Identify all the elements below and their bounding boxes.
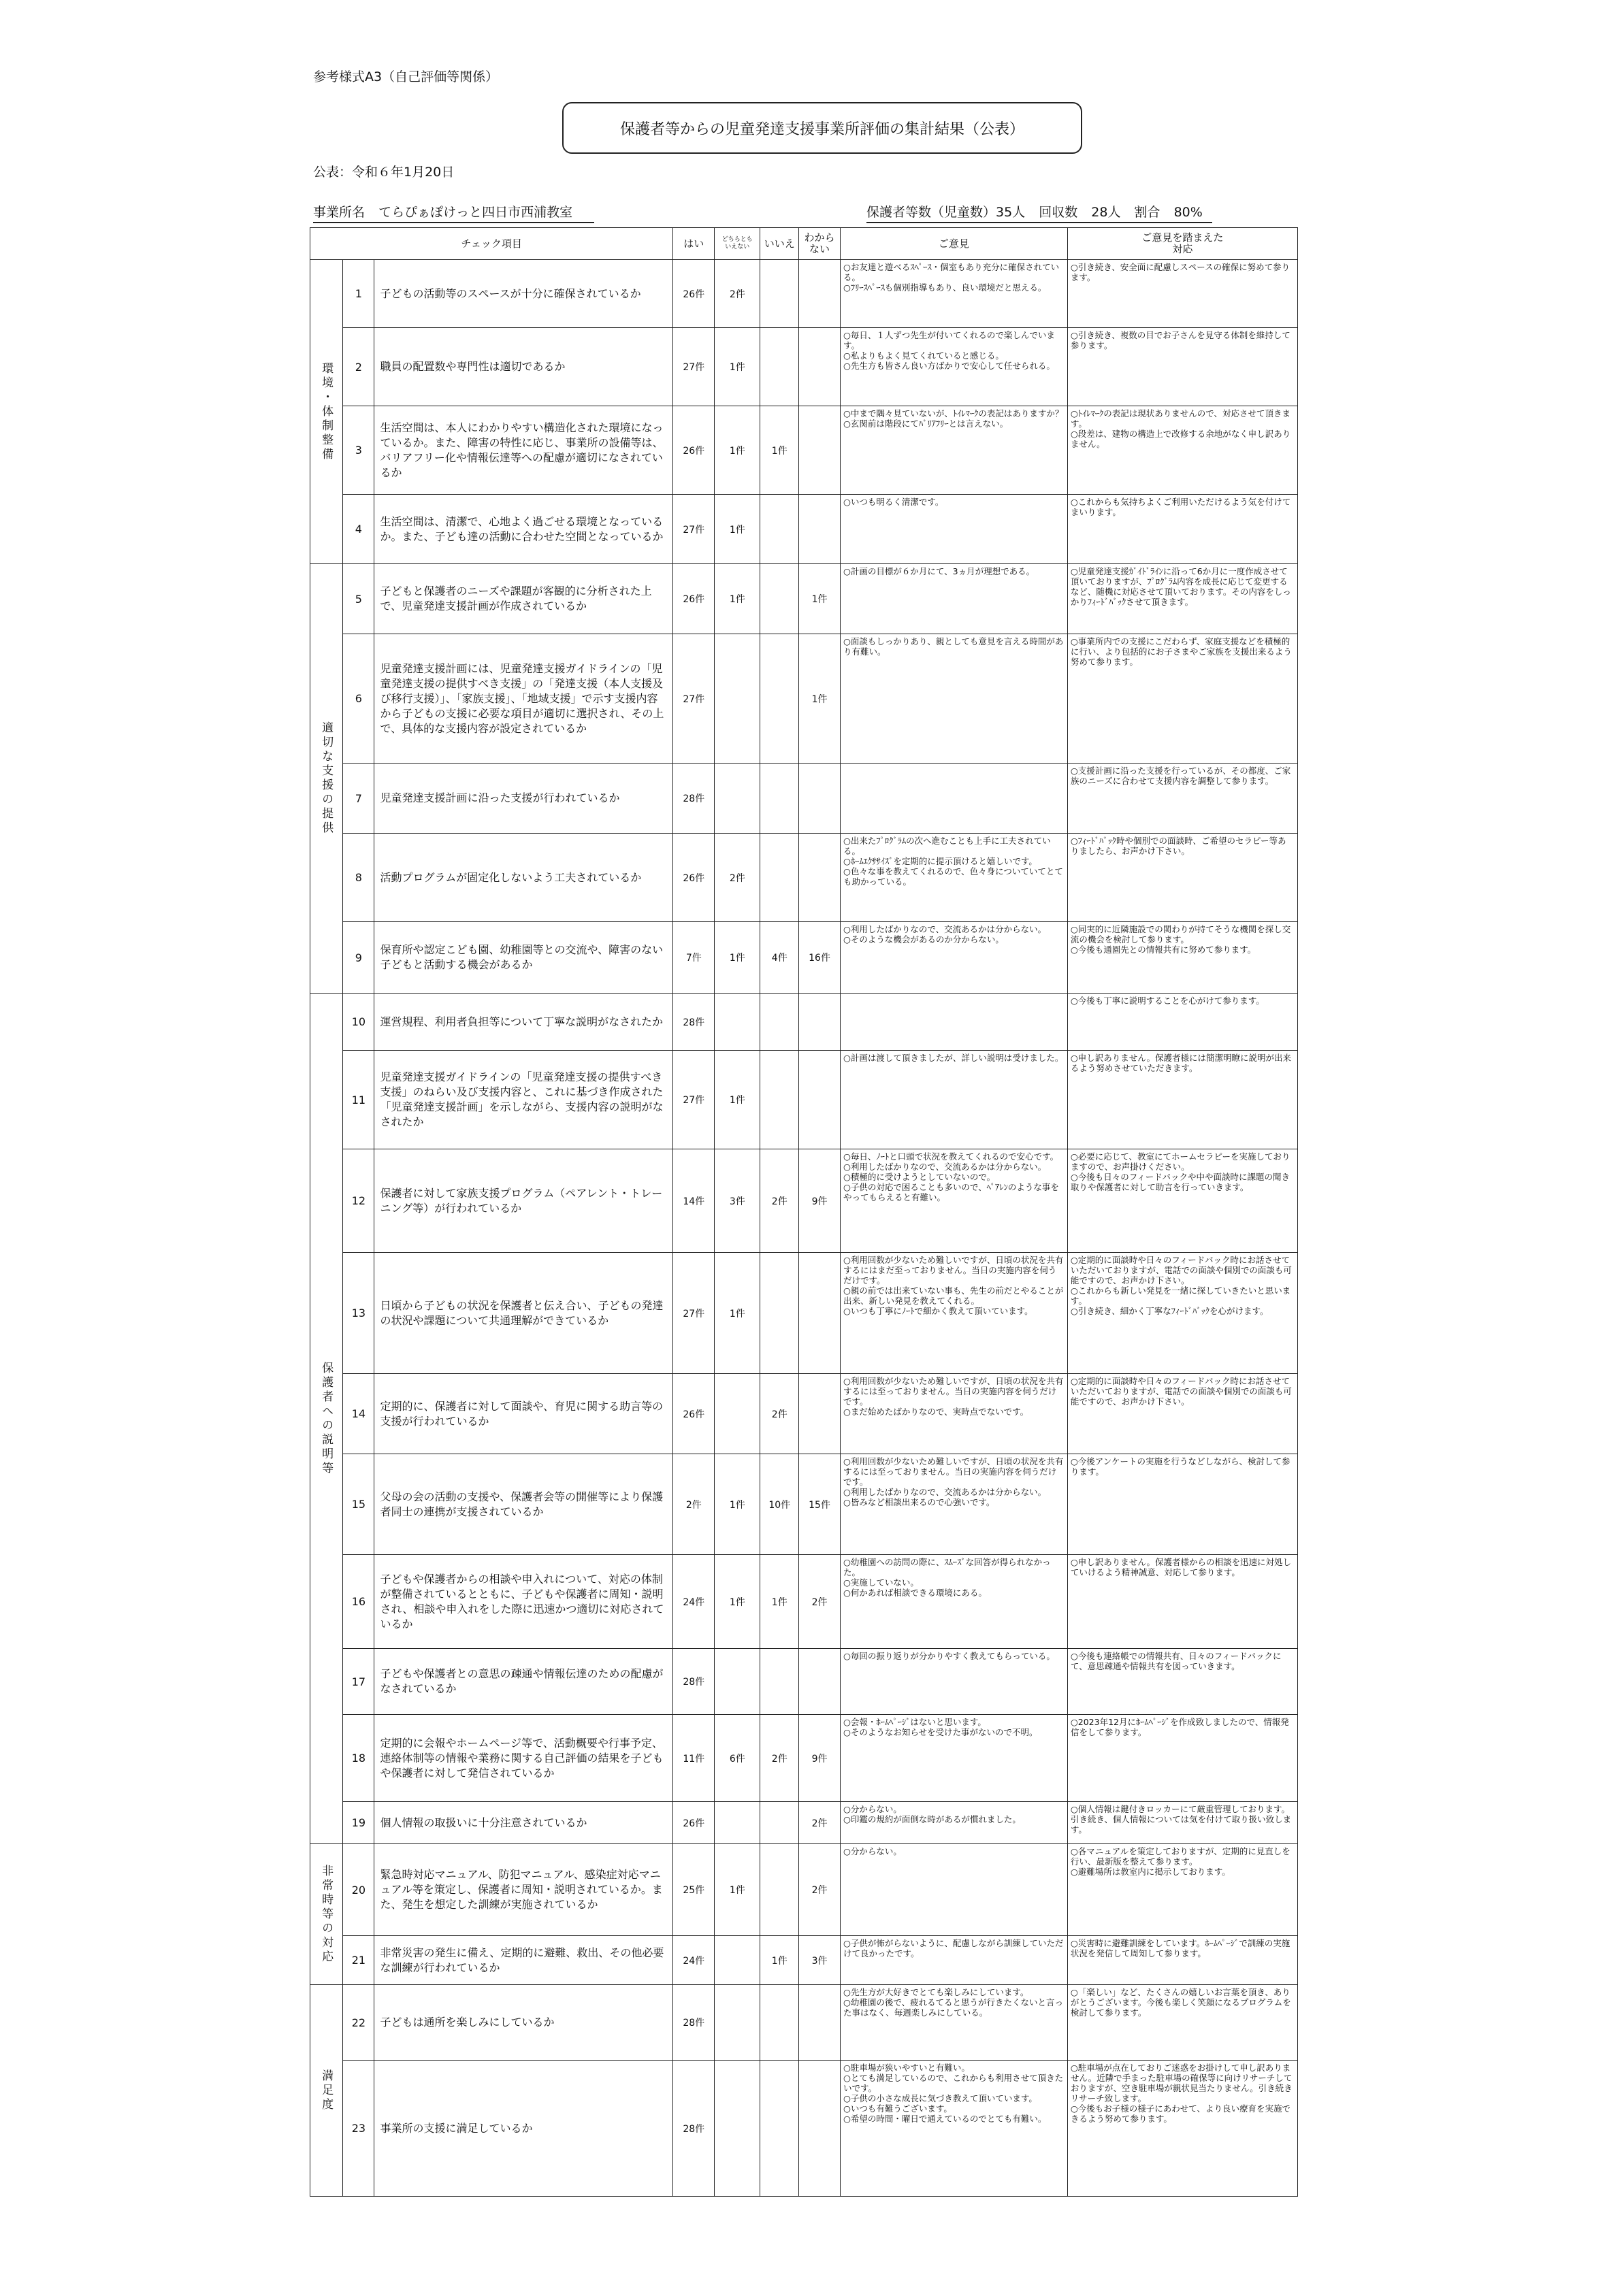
- document-title: 保護者等からの児童発達支援事業所評価の集計結果（公表）: [562, 102, 1082, 154]
- table-body: [310, 260, 1298, 2197]
- check-item: 非常災害の発生に備え、定期的に避難、救出、その他必要な訓練が行われているか: [374, 1936, 673, 1985]
- count-unknown: [799, 834, 841, 922]
- count-unknown: 9件: [799, 1715, 841, 1802]
- count-yes: 28件: [673, 2061, 715, 2197]
- count-no: [760, 994, 799, 1051]
- col-header-neither: [715, 228, 760, 260]
- office-name-line: [313, 202, 594, 223]
- count-neither: [715, 1802, 760, 1844]
- opinion-cell: ○毎回の振り返りが分かりやすく教えてもらっている。: [840, 1649, 1067, 1715]
- col-header-response: [1067, 228, 1297, 260]
- col-header-unknown: [799, 228, 841, 260]
- count-neither: [715, 764, 760, 834]
- count-yes: 24件: [673, 1936, 715, 1985]
- count-yes: 2件: [673, 1454, 715, 1555]
- section-label: 満足度: [310, 1985, 343, 2197]
- item-number: 16: [343, 1555, 374, 1649]
- count-no: [760, 634, 799, 764]
- count-unknown: 3件: [799, 1936, 841, 1985]
- response-cell: ○個人情報は鍵付きロッカーにて厳重管理しております。引き続き、個人情報については気を付けて取り扱い致します。: [1067, 1802, 1297, 1844]
- count-yes: 27件: [673, 634, 715, 764]
- count-no: [760, 2061, 799, 2197]
- response-cell: ○ﾄｲﾚﾏｰｸの表記は現状ありませんので、対応させて頂きます。 ○段差は、建物の構造上で改修する余地がなく申し訳ありません。: [1067, 406, 1297, 495]
- response-cell: ○今後も丁寧に説明することを心がけて参ります。: [1067, 994, 1297, 1051]
- check-item: 父母の会の活動の支援や、保護者会等の開催等により保護者同士の連携が支援されているか: [374, 1454, 673, 1555]
- table-row: [310, 1844, 1298, 1936]
- item-number: 18: [343, 1715, 374, 1802]
- count-unknown: 2件: [799, 1802, 841, 1844]
- item-number: 17: [343, 1649, 374, 1715]
- response-cell: ○今後も連絡帳での情報共有、日々のフィードバックにて、意思疎通や情報共有を図っていきます。: [1067, 1649, 1297, 1715]
- table-row: [310, 922, 1298, 994]
- check-item: 生活空間は、本人にわかりやすい構造化された環境になっているか。また、障害の特性に応じ、事業所の設備等は、バリアフリー化や情報伝達等への配慮が適切になされているか: [374, 406, 673, 495]
- table-row: [310, 1051, 1298, 1149]
- response-cell: ○申し訳ありません。保護者様からの相談を迅速に対処していけるよう精神誠意、対応して参ります。: [1067, 1555, 1297, 1649]
- opinion-cell: ○利用回数が少ないため難しいですが、日頃の状況を共有するにはまだ至っておりません。当日の実施内容を伺うだけです。 ○親の前では出来ていない事も、先生の前だとやることが出来、新しい発見を教えてくれる。 ○いつも丁寧にﾉｰﾄで細かく教えて頂いています。: [840, 1253, 1067, 1374]
- count-no: [760, 495, 799, 564]
- ratio-value: 80%: [1173, 205, 1203, 220]
- count-unknown: [799, 260, 841, 328]
- count-unknown: [799, 1253, 841, 1374]
- count-neither: 2件: [715, 834, 760, 922]
- response-cell: ○同実的に近隣施設での関わりが持てそうな機関を探し交流の機会を検討して参ります。 ○今後も通園先との情報共有に努めて参ります。: [1067, 922, 1297, 994]
- count-neither: 1件: [715, 1253, 760, 1374]
- count-unknown: 1件: [799, 564, 841, 634]
- count-yes: 11件: [673, 1715, 715, 1802]
- count-yes: 27件: [673, 495, 715, 564]
- count-yes: 27件: [673, 1253, 715, 1374]
- opinion-cell: ○利用回数が少ないため難しいですが、日頃の状況を共有するには至っておりません。当日の実施内容を伺うだけです。 ○利用したばかりなので、交流あるかは分からない。 ○皆みなど相談出来るので心強いです。: [840, 1454, 1067, 1555]
- opinion-cell: [840, 994, 1067, 1051]
- table-row: [310, 1374, 1298, 1454]
- opinion-cell: ○中まで隅々見ていないが、ﾄｲﾚﾏｰｸの表記はありますか？ ○玄関前は階段にてﾊﾞﾘｱﾌﾘｰとは言えない。: [840, 406, 1067, 495]
- count-yes: 26件: [673, 406, 715, 495]
- count-unknown: [799, 2061, 841, 2197]
- form-reference: 参考様式A3（自己評価等関係）: [313, 69, 499, 84]
- count-neither: 1件: [715, 922, 760, 994]
- count-neither: [715, 1985, 760, 2061]
- opinion-cell: ○毎日、ﾉｰﾄと口頭で状況を教えてくれるので安心です。 ○利用したばかりなので、交流あるかは分からない。 ○積極的に受けようとしていないので。 ○子供の対応で困ることも多いので、ﾍﾟｱﾚﾝのような事をやってもらえると有難い。: [840, 1149, 1067, 1253]
- count-no: [760, 1802, 799, 1844]
- check-item: 児童発達支援ガイドラインの「児童発達支援の提供すべき支援」のねらい及び支援内容と、これに基づき作成された「児童発達支援計画」を示しながら、支援内容の説明がなされたか: [374, 1051, 673, 1149]
- count-neither: 2件: [715, 260, 760, 328]
- count-unknown: 16件: [799, 922, 841, 994]
- count-unknown: [799, 1649, 841, 1715]
- count-unknown: 1件: [799, 634, 841, 764]
- count-no: [760, 1844, 799, 1936]
- count-unknown: [799, 1985, 841, 2061]
- check-item: 児童発達支援計画に沿った支援が行われているか: [374, 764, 673, 834]
- count-no: [760, 564, 799, 634]
- response-cell: ○2023年12月にﾎｰﾑﾍﾟｰｼﾞを作成致しましたので、情報発信をして参ります。: [1067, 1715, 1297, 1802]
- check-item: 子どもや保護者からの相談や申入れについて、対応の体制が整備されているとともに、子どもや保護者に周知・説明され、相談や申入れをした際に迅速かつ適切に対応されているか: [374, 1555, 673, 1649]
- evaluation-table: [310, 227, 1298, 2197]
- col-header-item: チェック項目: [310, 228, 673, 260]
- hdr-neither-text: どちらとも いえない: [721, 236, 753, 250]
- table-row: [310, 764, 1298, 834]
- item-number: 14: [343, 1374, 374, 1454]
- publication-date: 公表：令和６年1月20日: [313, 165, 455, 180]
- table-row: [310, 994, 1298, 1051]
- check-item: 子どもの活動等のスペースが十分に確保されているか: [374, 260, 673, 328]
- count-no: [760, 1051, 799, 1149]
- response-cell: ○各マニュアルを策定しておりますが、定期的に見直しを行い、最新版を整えて参ります。 ○避難場所は教室内に掲示しております。: [1067, 1844, 1297, 1936]
- check-item: 定期的に、保護者に対して面談や、育児に関する助言等の支援が行われているか: [374, 1374, 673, 1454]
- count-no: [760, 1253, 799, 1374]
- opinion-cell: ○計画は渡して頂きましたが、詳しい説明は受けました。: [840, 1051, 1067, 1149]
- table-row: [310, 1649, 1298, 1715]
- opinion-cell: ○利用回数が少ないため難しいですが、日頃の状況を共有するには至っておりません。当日の実施内容を伺うだけです。 ○まだ始めたばかりなので、実時点でないです。: [840, 1374, 1067, 1454]
- office-label: 事業所名: [313, 205, 366, 220]
- table-row: [310, 1802, 1298, 1844]
- response-cell: ○駐車場が点在しておりご迷惑をお掛けして申し訳ありません。近隣で手まった駐車場の確保等に向けリサーチしておりますが、空き駐車場が親状見当たりません。引き続きリサーチ致します。 ○今後もお子様の様子にあわせて、より良い療育を実施できるよう努めて参ります。: [1067, 2061, 1297, 2197]
- count-yes: 24件: [673, 1555, 715, 1649]
- count-yes: 28件: [673, 1985, 715, 2061]
- table-row: [310, 834, 1298, 922]
- count-no: [760, 328, 799, 406]
- table-row: [310, 1253, 1298, 1374]
- count-neither: [715, 2061, 760, 2197]
- count-yes: 26件: [673, 1374, 715, 1454]
- table-row: [310, 1149, 1298, 1253]
- check-item: 職員の配置数や専門性は適切であるか: [374, 328, 673, 406]
- opinion-cell: ○会報・ﾎｰﾑﾍﾟｰｼﾞはないと思います。 ○そのようなお知らせを受けた事がないので不明。: [840, 1715, 1067, 1802]
- opinion-cell: ○子供が怖がらないように、配慮しながら訓練していただけて良かったです。: [840, 1936, 1067, 1985]
- item-number: 2: [343, 328, 374, 406]
- count-neither: 1件: [715, 1844, 760, 1936]
- check-item: 活動プログラムが固定化しないよう工夫されているか: [374, 834, 673, 922]
- opinion-cell: ○分からない。 ○印鑑の規約が面倒な時があるが慣れました。: [840, 1802, 1067, 1844]
- opinion-cell: ○出来たﾌﾟﾛｸﾞﾗﾑの次へ進むことも上手に工夫されている。 ○ﾎｰﾑｴｸｻｻｲｽﾞを定期的に提示頂けると嬉しいです。 ○色々な事を教えてくれるので、色々身についていてとても助かっている。: [840, 834, 1067, 922]
- count-unknown: [799, 495, 841, 564]
- returned-count: 28人: [1091, 205, 1121, 220]
- response-cell: ○災害時に避難訓練をしています。ﾎｰﾑﾍﾟｰｼﾞで訓練の実施状況を発信して周知して参ります。: [1067, 1936, 1297, 1985]
- item-number: 15: [343, 1454, 374, 1555]
- item-number: 19: [343, 1802, 374, 1844]
- count-no: 2件: [760, 1374, 799, 1454]
- response-cell: ○定期的に面談時や日々のフィードバック時にお話させていただいておりますが、電話での面談や個別での面談も可能ですので、お声かけ下さい。 ○これからも新しい発見を一緒に探していきたいと思います。 ○引き続き、細かく丁寧なﾌｨｰﾄﾞﾊﾞｯｸを心がけます。: [1067, 1253, 1297, 1374]
- table-row: [310, 495, 1298, 564]
- opinion-cell: ○利用したばかりなので、交流あるかは分からない。 ○そのような機会があるのか分からない。: [840, 922, 1067, 994]
- table-row: [310, 1715, 1298, 1802]
- count-yes: 27件: [673, 328, 715, 406]
- item-number: 4: [343, 495, 374, 564]
- count-no: 2件: [760, 1715, 799, 1802]
- section-label: 非常時等の対応: [310, 1844, 343, 1985]
- count-no: 1件: [760, 1936, 799, 1985]
- item-number: 23: [343, 2061, 374, 2197]
- count-yes: 7件: [673, 922, 715, 994]
- count-yes: 26件: [673, 260, 715, 328]
- table-row: [310, 328, 1298, 406]
- count-yes: 14件: [673, 1149, 715, 1253]
- count-neither: 1件: [715, 495, 760, 564]
- table-row: [310, 1936, 1298, 1985]
- item-number: 10: [343, 994, 374, 1051]
- response-cell: ○定期的に面談時や日々のフィードバック時にお話させていただいておりますが、電話での面談や個別での面談も可能ですので、お声かけ下さい。: [1067, 1374, 1297, 1454]
- check-item: 事業所の支援に満足しているか: [374, 2061, 673, 2197]
- count-no: 1件: [760, 1555, 799, 1649]
- count-unknown: [799, 764, 841, 834]
- response-cell: ○これからも気持ちよくご利用いただけるよう気を付けてまいります。: [1067, 495, 1297, 564]
- response-cell: ○支援計画に沿った支援を行っているが、その都度、ご家族のニーズに合わせて支援内容を調整して参ります。: [1067, 764, 1297, 834]
- hdr-unknown-text: わから ない: [804, 231, 835, 255]
- item-number: 20: [343, 1844, 374, 1936]
- count-yes: 28件: [673, 1649, 715, 1715]
- office-name: てらぴぁぽけっと四日市西浦教室: [378, 205, 573, 220]
- count-no: [760, 764, 799, 834]
- count-unknown: [799, 994, 841, 1051]
- table-row: [310, 1555, 1298, 1649]
- count-no: 1件: [760, 406, 799, 495]
- check-item: 個人情報の取扱いに十分注意されているか: [374, 1802, 673, 1844]
- opinion-cell: ○面談もしっかりあり、親としても意見を言える時間があり有難い。: [840, 634, 1067, 764]
- count-no: 10件: [760, 1454, 799, 1555]
- check-item: 定期的に会報やホームページ等で、活動概要や行事予定、連絡体制等の情報や業務に関する自己評価の結果を子どもや保護者に対して発信されているか: [374, 1715, 673, 1802]
- count-unknown: 9件: [799, 1149, 841, 1253]
- count-yes: 25件: [673, 1844, 715, 1936]
- count-neither: [715, 994, 760, 1051]
- item-number: 7: [343, 764, 374, 834]
- check-item: 子どもや保護者との意思の疎通や情報伝達のための配慮がなされているか: [374, 1649, 673, 1715]
- col-header-opinion: ご意見: [840, 228, 1067, 260]
- check-item: 運営規程、利用者負担等について丁寧な説明がなされたか: [374, 994, 673, 1051]
- item-number: 13: [343, 1253, 374, 1374]
- item-number: 11: [343, 1051, 374, 1149]
- section-label: 適切な支援の提供: [310, 564, 343, 994]
- item-number: 1: [343, 260, 374, 328]
- response-cell: ○今後アンケートの実施を行うなどしながら、検討して参ります。: [1067, 1454, 1297, 1555]
- count-neither: 1件: [715, 406, 760, 495]
- item-number: 9: [343, 922, 374, 994]
- response-cell: ○引き続き、複数の目でお子さんを見守る体制を維持して参ります。: [1067, 328, 1297, 406]
- count-neither: 3件: [715, 1149, 760, 1253]
- count-neither: 1件: [715, 1454, 760, 1555]
- count-no: 4件: [760, 922, 799, 994]
- opinion-cell: ○いつも明るく清潔です。: [840, 495, 1067, 564]
- section-label: 保護者への説明等: [310, 994, 343, 1844]
- count-yes: 27件: [673, 1051, 715, 1149]
- count-yes: 26件: [673, 834, 715, 922]
- table-header-row: [310, 228, 1298, 260]
- response-cell: ○ﾌｨｰﾄﾞﾊﾞｯｸ時や個別での面談時、ご希望のセラピー等ありましたら、お声かけ下さい。: [1067, 834, 1297, 922]
- count-no: [760, 1985, 799, 2061]
- count-yes: 28件: [673, 764, 715, 834]
- item-number: 8: [343, 834, 374, 922]
- section-label: 環境・体制整備: [310, 260, 343, 564]
- guardian-count: 保護者等数（児童数）35人: [866, 205, 1026, 220]
- table-row: [310, 1454, 1298, 1555]
- check-item: 生活空間は、清潔で、心地よく過ごせる環境となっているか。また、子ども達の活動に合わせた空間となっているか: [374, 495, 673, 564]
- count-no: 2件: [760, 1149, 799, 1253]
- count-neither: [715, 1649, 760, 1715]
- check-item: 緊急時対応マニュアル、防犯マニュアル、感染症対応マニュアル等を策定し、保護者に周知・説明されているか。また、発生を想定した訓練が実施されているか: [374, 1844, 673, 1936]
- response-cell: ○申し訳ありません。保護者様には簡潔明瞭に説明が出来るよう努めさせていただきます。: [1067, 1051, 1297, 1149]
- opinion-cell: ○先生方が大好きでとても楽しみにしています。 ○幼稚園の後で、疲れるてると思うが行きたくないと言った事はなく、毎週楽しみにしている。: [840, 1985, 1067, 2061]
- hdr-response-text: ご意見を踏まえた 対応: [1141, 231, 1224, 255]
- item-number: 6: [343, 634, 374, 764]
- count-no: [760, 834, 799, 922]
- count-unknown: 2件: [799, 1555, 841, 1649]
- count-neither: [715, 1936, 760, 1985]
- returned-label: 回収数: [1039, 205, 1078, 220]
- count-neither: [715, 1374, 760, 1454]
- response-cell: ○必要に応じて、教室にてホームセラピーを実施しておりますので、お声掛けください。 ○今後も日々のフィードバックや中や面談時に課題の聞き取りや保護者に対して助言を行っていきます。: [1067, 1149, 1297, 1253]
- item-number: 21: [343, 1936, 374, 1985]
- item-number: 22: [343, 1985, 374, 2061]
- ratio-label: 割合: [1134, 205, 1160, 220]
- check-item: 児童発達支援計画には、児童発達支援ガイドラインの「児童発達支援の提供すべき支援」の「発達支援（本人支援及び移行支援）」、「家族支援」、「地域支援」で示す支援内容から子どもの支援に必要な項目が適切に選択され、その上で、具体的な支援内容が設定されているか: [374, 634, 673, 764]
- opinion-cell: [840, 764, 1067, 834]
- count-unknown: 15件: [799, 1454, 841, 1555]
- check-item: 保育所や認定こども園、幼稚園等との交流や、障害のない子どもと活動する機会があるか: [374, 922, 673, 994]
- opinion-cell: ○幼稚園への訪問の際に、ｽﾑｰｽﾞな回答が得られなかった。 ○実施していない。 ○何かあれば相談できる環境にある。: [840, 1555, 1067, 1649]
- check-item: 日頃から子どもの状況を保護者と伝え合い、子どもの発達の状況や課題について共通理解ができているか: [374, 1253, 673, 1374]
- count-yes: 26件: [673, 564, 715, 634]
- response-cell: ○「楽しい」など、たくさんの嬉しいお言葉を頂き、ありがとうございます。今後も楽しく笑顔になるプログラムを検討して参ります。: [1067, 1985, 1297, 2061]
- count-unknown: [799, 328, 841, 406]
- table-row: [310, 1985, 1298, 2061]
- table-row: [310, 634, 1298, 764]
- col-header-no: いいえ: [760, 228, 799, 260]
- item-number: 12: [343, 1149, 374, 1253]
- count-neither: 1件: [715, 564, 760, 634]
- item-number: 3: [343, 406, 374, 495]
- count-unknown: 2件: [799, 1844, 841, 1936]
- check-item: 子どもは通所を楽しみにしているか: [374, 1985, 673, 2061]
- survey-stats-line: [866, 202, 1212, 223]
- col-header-yes: はい: [673, 228, 715, 260]
- opinion-cell: ○毎日、１人ずつ先生が付いてくれるので楽しんでいます。 ○私よりもよく見てくれていると感じる。 ○先生方も皆さん良い方ばかりで安心して任せられる。: [840, 328, 1067, 406]
- opinion-cell: ○駐車場が狭いやすいと有難い。 ○とても満足しているので、これからも利用させて頂きたいです。 ○子供の小さな成長に気づき教えて頂いています。 ○いつも有難うございます。 ○希望の時間・曜日で通えているのでとても有難い。: [840, 2061, 1067, 2197]
- count-neither: 6件: [715, 1715, 760, 1802]
- count-neither: 1件: [715, 1051, 760, 1149]
- count-no: [760, 260, 799, 328]
- count-neither: 1件: [715, 328, 760, 406]
- count-unknown: [799, 1374, 841, 1454]
- count-neither: [715, 634, 760, 764]
- opinion-cell: ○計画の目標が６か月にて、3ヵ月が理想である。: [840, 564, 1067, 634]
- item-number: 5: [343, 564, 374, 634]
- table-row: [310, 2061, 1298, 2197]
- count-yes: 28件: [673, 994, 715, 1051]
- response-cell: ○引き続き、安全面に配慮しスペースの確保に努めて参ります。: [1067, 260, 1297, 328]
- table-row: [310, 406, 1298, 495]
- check-item: 子どもと保護者のニーズや課題が客観的に分析された上で、児童発達支援計画が作成されているか: [374, 564, 673, 634]
- count-no: [760, 1649, 799, 1715]
- count-unknown: [799, 1051, 841, 1149]
- count-yes: 26件: [673, 1802, 715, 1844]
- response-cell: ○事業所内での支援にこだわらず、家庭支援などを積極的に行い、より包括的にお子さまやご家族を支援出来るよう努めて参ります。: [1067, 634, 1297, 764]
- response-cell: ○児童発達支援ｶﾞｲﾄﾞﾗｲﾝに沿って6か月に一度作成させて頂いておりますが、ﾌﾟﾛｸﾞﾗﾑ内容を成長に応じて変更するなど、随機に対応させて頂いております。その内容をしっかりﾌｨｰﾄﾞﾊﾞｯｸさせて頂きます。: [1067, 564, 1297, 634]
- table-row: [310, 260, 1298, 328]
- opinion-cell: ○お友達と遊べるｽﾍﾟｰｽ・個室もあり充分に確保されている。 ○ﾌﾘｰｽﾍﾟｰｽも個別指導もあり、良い環境だと思える。: [840, 260, 1067, 328]
- count-neither: 1件: [715, 1555, 760, 1649]
- count-unknown: [799, 406, 841, 495]
- opinion-cell: ○分からない。: [840, 1844, 1067, 1936]
- table-row: [310, 564, 1298, 634]
- check-item: 保護者に対して家族支援プログラム（ペアレント・トレーニング等）が行われているか: [374, 1149, 673, 1253]
